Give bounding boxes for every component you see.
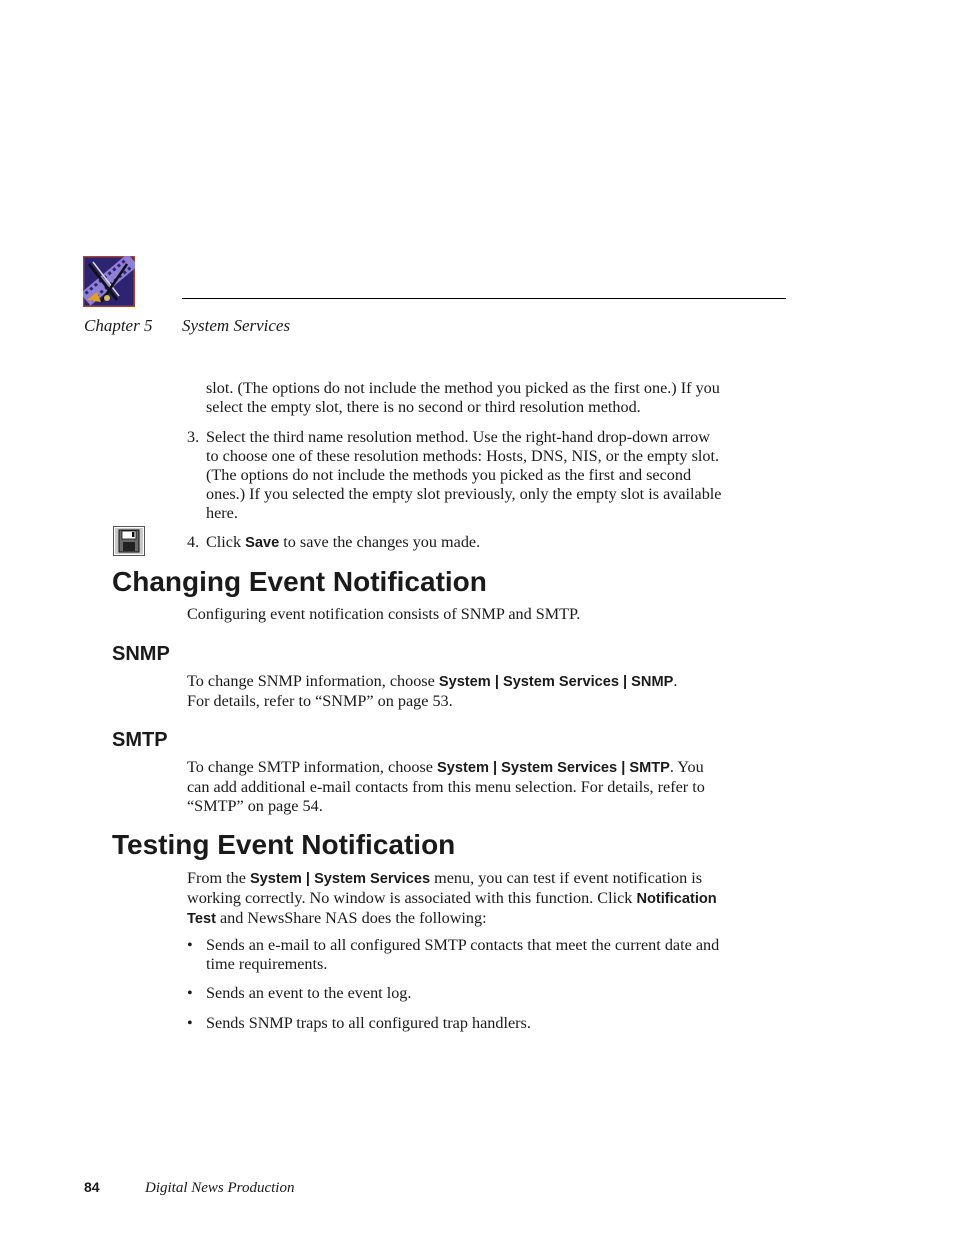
heading-snmp: SNMP <box>112 643 170 665</box>
snmp-menu-path: System | System Services | SNMP <box>438 674 674 690</box>
heading-smtp: SMTP <box>112 729 168 751</box>
step-number: 3. <box>187 428 200 446</box>
bullet-text: Sends SNMP traps to all configured trap handlers. <box>206 1014 531 1032</box>
bullet-glyph: • <box>187 936 193 954</box>
floppy-disk-save-icon <box>113 526 145 556</box>
bullet-glyph: • <box>187 984 193 1002</box>
continuation-paragraph: slot. (The options do not include the method you picked as the first one.) If you select the empty slot, there is no second or third resolution method. <box>206 379 720 416</box>
notification-test-command: Notification Test <box>187 891 717 927</box>
smtp-paragraph: To change SMTP information, choose System | System Services | SMTP. You can add additional e-mail contacts from this menu selection. For details, refer to “SMTP” on page 54. <box>187 758 705 815</box>
smtp-menu-path: System | System Services | SMTP <box>437 760 670 776</box>
bullet-text: Sends an event to the event log. <box>206 984 412 1002</box>
step-text: Select the third name resolution method. Use the right-hand drop-down arrow to choose one of these resolution methods: Hosts, DNS, NIS, or the empty slot. (The options do not include the methods you picked as the first and second ones.) If you selected the empty slot previously, only the empty slot is available here. <box>206 428 722 522</box>
heading-testing-event-notification: Testing Event Notification <box>112 829 456 860</box>
snmp-paragraph: To change SNMP information, choose System | System Services | SNMP. For details, refer to “SNMP” on page 53. <box>187 672 678 710</box>
changing-intro: Configuring event notification consists of SNMP and SMTP. <box>187 605 581 623</box>
footer-book-title: Digital News Production <box>145 1180 295 1196</box>
running-head-section: System Services <box>182 316 291 335</box>
heading-changing-event-notification: Changing Event Notification <box>112 566 487 597</box>
testing-paragraph: From the System | System Services menu, you can test if event notification is working correctly. No window is associated with this function. Click Notification Test and NewsShare NAS does the following: <box>187 869 717 927</box>
step-text: Click Save to save the changes you made. <box>206 533 481 551</box>
film-clapper-logo-icon <box>83 256 135 307</box>
testing-menu-path: System | System Services <box>249 871 431 887</box>
bullet-text: Sends an e-mail to all configured SMTP contacts that meet the current date and time requirements. <box>206 936 720 973</box>
footer-page-number: 84 <box>84 1179 100 1195</box>
save-command: Save <box>245 535 280 551</box>
bullet-glyph: • <box>187 1014 193 1032</box>
step-number: 4. <box>187 533 200 551</box>
header-rule <box>182 298 786 299</box>
running-head-chapter: Chapter 5 <box>84 316 153 335</box>
